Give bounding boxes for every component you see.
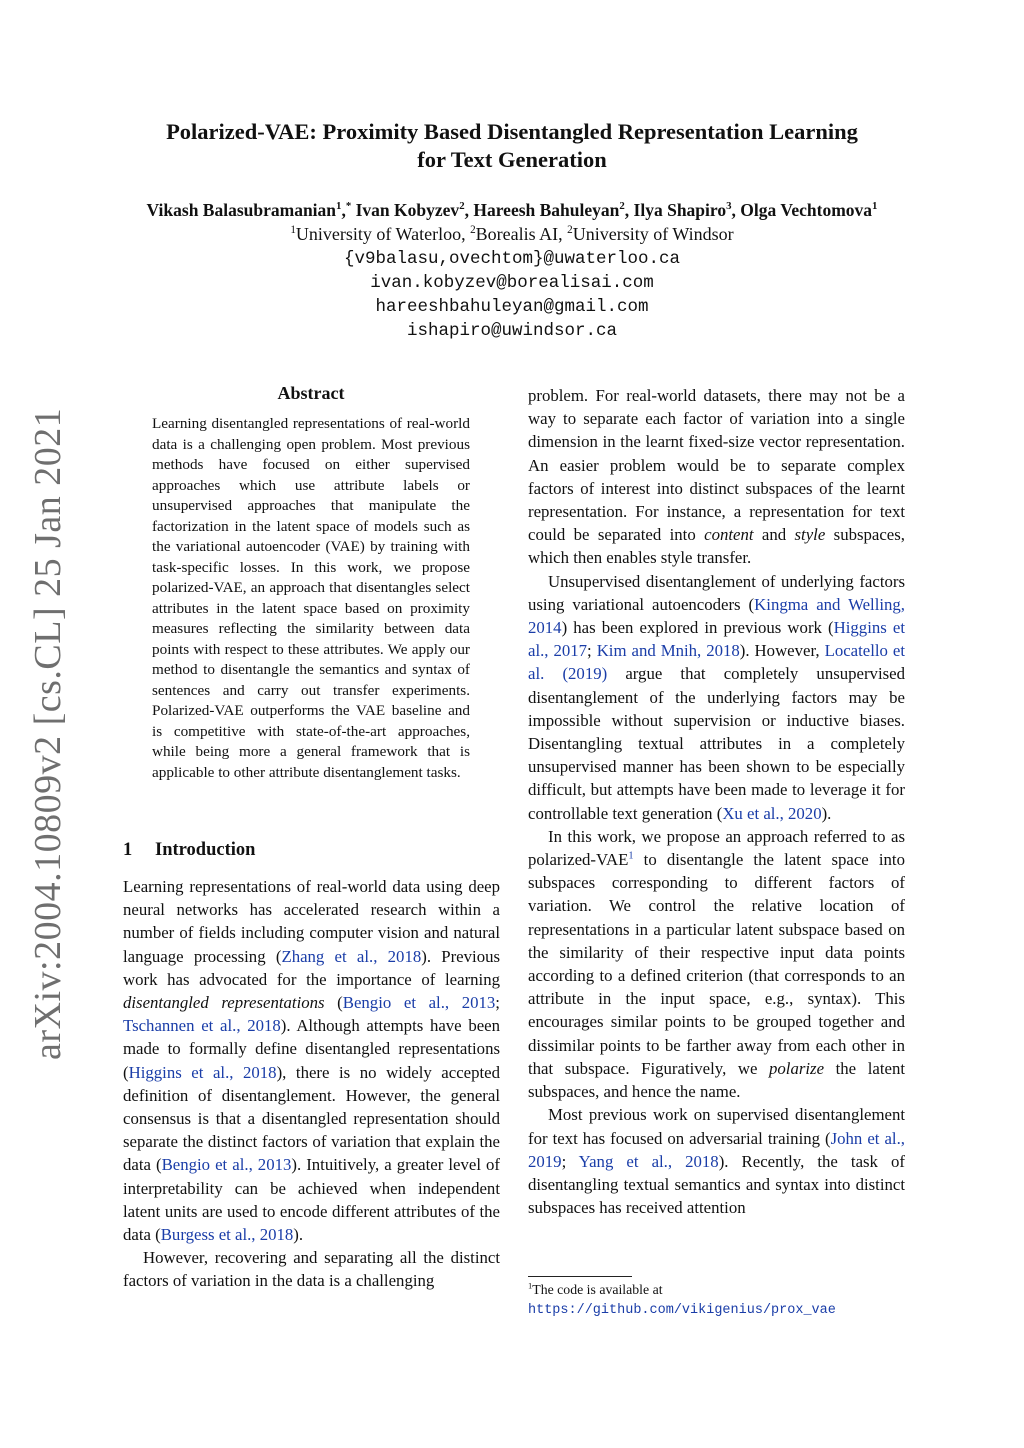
footnote-rule bbox=[528, 1276, 632, 1277]
paragraph: In this work, we propose an approach referred to as polarized-VAE$^1$ to disentangle the latent space into subspaces corresponding to different factors of variation. We control the relative location of representations in a particular latent subspace based on the similarity of their respective input data points according to a defined criterion (that corresponds to an attribute in the input space, e.g., syntax). This encourages similar points to be grouped together and dissimilar points to be farther away from each other in that subspace. Figuratively, we polarize the latent subspaces, and hence the name. bbox=[528, 826, 905, 1102]
code-url-link[interactable]: https://github.com/vikigenius/prox_vae bbox=[528, 1302, 836, 1318]
title-line-1: Polarized-VAE: Proximity Based Disentangled Representation Learning bbox=[166, 119, 858, 144]
author-list: Vikash Balasubramanian$^1$,* Ivan Kobyzev$^2$, Hareesh Bahuleyan$^2$, Ilya Shapiro$^3$, Olga Vechtomova$^1$ bbox=[146, 200, 878, 220]
title-line-2: for Text Generation bbox=[417, 147, 607, 172]
citation-link[interactable]: Tschannen et al., 2018 bbox=[123, 1016, 281, 1036]
author-mark: * bbox=[345, 200, 352, 213]
email-list bbox=[200, 247, 824, 343]
author-affil-sup: 1 bbox=[872, 200, 878, 213]
citation-link[interactable]: Yang et al., 2018 bbox=[578, 1151, 719, 1171]
paragraph-continued: problem. For real-world datasets, there may not be a way to separate each factor of variation into a single dimension in the learnt fixed-size vector representation. An easier problem would be to separate complex factors of interest into distinct subspaces of the learnt representation. For instance, a representation for text could be separated into content and style subspaces, which then enables style transfer. bbox=[528, 386, 905, 568]
paper-title bbox=[100, 118, 924, 174]
email: {v9balasu,ovechtom}@uwaterloo.ca bbox=[343, 249, 681, 269]
footnote-ref[interactable]: 1 bbox=[628, 850, 634, 862]
footnote: $^1$The code is available at https://github.com/vikigenius/prox_vae bbox=[528, 1280, 836, 1318]
citation-link[interactable]: Higgins et al., 2017 bbox=[528, 618, 905, 661]
email: ivan.kobyzev@borealisai.com bbox=[370, 273, 654, 293]
author-name: Ivan Kobyzev bbox=[355, 200, 460, 220]
citation-link[interactable]: John et al., 2019 bbox=[528, 1128, 905, 1171]
abstract-heading: Abstract bbox=[277, 383, 345, 403]
paragraph: Most previous work on supervised disentanglement for text has focused on adversarial training (John et al., 2019; Yang et al., 2018). Recently, the task of disentangling textual semantics and syntax into distinct subspaces has received attention bbox=[528, 1105, 905, 1218]
abstract-text: Learning disentangled representations of real-world data is a challenging open problem. Most previous methods have focused on either supervised approaches which use attribute labels or unsupervised approaches that manipulate the factorization in the latent space of models such as the variational autoencoder (VAE) by training with task-specific losses. In this work, we propose polarized-VAE, an approach that disentangles select attributes in the latent space based on proximity measures reflecting the similarity between data points with respect to these attributes. We apply our method to disentangle the semantics and syntax of sentences and carry out transfer experiments. Polarized-VAE outperforms the VAE baseline and is competitive with state-of-the-art approaches, while being more a general framework that is applicable to other attribute disentanglement tasks. bbox=[152, 415, 470, 781]
citation-link[interactable]: Bengio et al., 2013 bbox=[161, 1155, 292, 1175]
author-affil-sup: 2 bbox=[619, 200, 625, 213]
email: ishapiro@uwindsor.ca bbox=[406, 321, 618, 341]
section-number: 1 bbox=[123, 840, 133, 860]
affiliation: Borealis AI bbox=[475, 224, 559, 244]
affiliation: University of Waterloo bbox=[295, 224, 462, 244]
author-affil-sup: 1 bbox=[336, 200, 342, 213]
citation-link[interactable]: Locatello et al. (2019) bbox=[528, 641, 906, 684]
section-heading bbox=[123, 840, 255, 861]
citation-link[interactable]: Bengio et al., 2013 bbox=[342, 993, 496, 1013]
author-name: Olga Vechtomova bbox=[740, 200, 873, 220]
right-column bbox=[528, 384, 905, 1219]
citation-link[interactable]: Xu et al., 2020 bbox=[722, 803, 822, 823]
paragraph: Unsupervised disentanglement of underlying factors using variational autoencoders (Kingma and Welling, 2014) has been explored in previous work (Higgins et al., 2017; Kim and Mnih, 2018). However, Locatello et al. (2019) argue that completely unsupervised disentanglement of the underlying factors may be impossible without supervision or inductive biases. Disentangling textual attributes in a completely unsupervised manner has been shown to be especially difficult, but attempts have been made to leverage it for controllable text generation (Xu et al., 2020). bbox=[528, 571, 906, 823]
paragraph: However, recovering and separating all the distinct factors of variation in the data is a challenging bbox=[123, 1248, 500, 1291]
citation-link[interactable]: Zhang et al., 2018 bbox=[281, 946, 422, 966]
citation-link[interactable]: Kingma and Welling, 2014 bbox=[528, 594, 905, 638]
author-name: Hareesh Bahuleyan bbox=[473, 200, 620, 220]
citation-link[interactable]: Burgess et al., 2018 bbox=[160, 1225, 294, 1245]
section-title: Introduction bbox=[155, 840, 256, 860]
author-name: Ilya Shapiro bbox=[633, 200, 727, 220]
affiliations: $^1$University of Waterloo, $^2$Borealis AI, $^2$University of Windsor bbox=[290, 224, 734, 244]
affiliation: University of Windsor bbox=[572, 224, 734, 244]
citation-link[interactable]: Kim and Mnih, 2018 bbox=[596, 641, 740, 661]
footnote-number: 1 bbox=[528, 1280, 533, 1291]
email: hareeshbahuleyan@gmail.com bbox=[375, 297, 649, 317]
arxiv-sidebar: arXiv:2004.10809v2 [cs.CL] 25 Jan 2021 bbox=[27, 407, 69, 1060]
author-affil-sup: 2 bbox=[459, 200, 465, 213]
author-affil-sup: 3 bbox=[726, 200, 732, 213]
citation-link[interactable]: Higgins et al., 2018 bbox=[128, 1062, 277, 1082]
left-column bbox=[123, 875, 500, 1293]
paragraph: Learning representations of real-world data using deep neural networks has accelerated research within a number of fields including computer vision and natural language processing (Zhang et al., 2018). Previous work has advocated for the importance of learning disentangled representations (Bengio et al., 2013; Tschannen et al., 2018). Although attempts have been made to formally define disentangled representations (Higgins et al., 2018), there is no widely accepted definition of disentanglement. However, the general consensus is that a disentangled representation should separate the distinct factors of variation that explain the data (Bengio et al., 2013). Intuitively, a greater level of interpretability can be achieved when independent latent units are used to encode different attributes of the data (Burgess et al., 2018). bbox=[123, 877, 501, 1245]
author-name: Vikash Balasubramanian bbox=[146, 200, 337, 220]
